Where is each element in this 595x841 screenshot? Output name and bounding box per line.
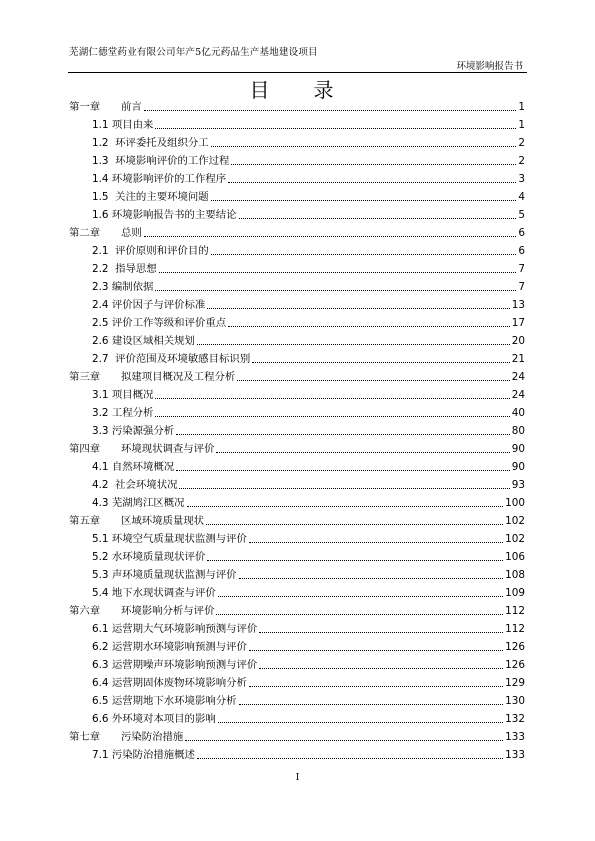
toc-dot-leader <box>155 398 509 399</box>
table-of-contents <box>69 96 525 762</box>
toc-section-entry[interactable] <box>69 420 525 438</box>
toc-entry-label: 4.1 自然环境概况 <box>92 461 175 473</box>
toc-entry-page: 112 <box>505 623 525 635</box>
toc-entry-label: 第七章 污染防治措施 <box>69 731 184 743</box>
toc-dot-leader <box>259 632 503 633</box>
toc-dot-leader <box>179 488 509 489</box>
header-divider <box>68 72 527 73</box>
toc-dot-leader <box>249 686 503 687</box>
toc-dot-leader <box>176 434 510 435</box>
toc-entry-label: 6.2 运营期水环境影响预测与评价 <box>92 641 247 653</box>
toc-section-entry[interactable] <box>69 492 525 510</box>
toc-entry-label: 6.6 外环境对本项目的影响 <box>92 713 216 725</box>
toc-entry-label: 6.3 运营期噪声环境影响预测与评价 <box>92 659 258 671</box>
toc-entry-page: 17 <box>511 317 525 329</box>
toc-entry-label: 2.5 评价工作等级和评价重点 <box>92 317 227 329</box>
toc-entry-page: 133 <box>505 731 525 743</box>
toc-entry-page: 7 <box>518 281 525 293</box>
toc-entry-label: 1.1 项目由来 <box>92 119 154 131</box>
toc-dot-leader <box>239 218 517 219</box>
toc-dot-leader <box>252 362 510 363</box>
toc-section-entry[interactable] <box>69 186 525 204</box>
header-report-type: 环境影响报告书 <box>456 61 523 72</box>
toc-section-entry[interactable] <box>69 708 525 726</box>
toc-entry-page: 126 <box>505 659 525 671</box>
toc-section-entry[interactable] <box>69 294 525 312</box>
toc-dot-leader <box>185 740 503 741</box>
toc-section-entry[interactable] <box>69 258 525 276</box>
toc-entry-page: 5 <box>518 209 525 221</box>
toc-entry-page: 130 <box>505 695 525 707</box>
toc-entry-label: 第四章 环境现状调查与评价 <box>69 443 215 455</box>
toc-section-entry[interactable] <box>69 276 525 294</box>
toc-entry-page: 7 <box>518 263 525 275</box>
toc-entry-page: 24 <box>511 371 525 383</box>
toc-entry-page: 112 <box>505 605 525 617</box>
toc-entry-label: 1.3 环境影响评价的工作过程 <box>92 155 230 167</box>
toc-entry-label: 第二章 总则 <box>69 227 142 239</box>
toc-entry-label: 1.4 环境影响评价的工作程序 <box>92 173 227 185</box>
toc-section-entry[interactable] <box>69 528 525 546</box>
toc-entry-page: 126 <box>505 641 525 653</box>
toc-dot-leader <box>176 470 510 471</box>
toc-chapter-entry[interactable] <box>69 600 525 618</box>
toc-section-entry[interactable] <box>69 240 525 258</box>
toc-entry-page: 6 <box>518 245 525 257</box>
toc-entry-label: 6.1 运营期大气环境影响预测与评价 <box>92 623 258 635</box>
toc-entry-page: 2 <box>518 137 525 149</box>
toc-dot-leader <box>144 110 517 111</box>
toc-entry-page: 106 <box>505 551 525 563</box>
toc-entry-page: 129 <box>505 677 525 689</box>
toc-entry-label: 5.1 环境空气质量现状监测与评价 <box>92 533 247 545</box>
toc-entry-page: 108 <box>505 569 525 581</box>
toc-entry-label: 3.3 污染源强分析 <box>92 425 175 437</box>
toc-entry-label: 3.2 工程分析 <box>92 407 154 419</box>
toc-entry-page: 1 <box>518 119 525 131</box>
toc-dot-leader <box>206 524 503 525</box>
toc-dot-leader <box>207 560 503 561</box>
toc-section-entry[interactable] <box>69 546 525 564</box>
toc-chapter-entry[interactable] <box>69 726 525 744</box>
toc-entry-label: 3.1 项目概况 <box>92 389 154 401</box>
toc-chapter-entry[interactable] <box>69 438 525 456</box>
toc-dot-leader <box>211 254 517 255</box>
toc-section-entry[interactable] <box>69 204 525 222</box>
toc-entry-page: 2 <box>518 155 525 167</box>
toc-entry-label: 7.1 污染防治措施概述 <box>92 749 195 761</box>
toc-section-entry[interactable] <box>69 132 525 150</box>
toc-entry-page: 109 <box>505 587 525 599</box>
toc-section-entry[interactable] <box>69 330 525 348</box>
toc-entry-page: 24 <box>511 389 525 401</box>
toc-entry-label: 第六章 环境影响分析与评价 <box>69 605 215 617</box>
toc-entry-label: 1.5 关注的主要环境问题 <box>92 191 209 203</box>
toc-section-entry[interactable] <box>69 456 525 474</box>
toc-entry-page: 20 <box>511 335 525 347</box>
toc-entry-page: 3 <box>518 173 525 185</box>
toc-entry-page: 102 <box>505 515 525 527</box>
toc-section-entry[interactable] <box>69 474 525 492</box>
toc-entry-page: 1 <box>518 101 525 113</box>
toc-dot-leader <box>249 650 503 651</box>
toc-dot-leader <box>197 758 503 759</box>
toc-dot-leader <box>249 542 503 543</box>
header-project-title: 芜湖仁德堂药业有限公司年产5亿元药品生产基地建设项目 <box>69 47 318 58</box>
toc-entry-label: 第一章 前言 <box>69 101 142 113</box>
toc-entry-label: 5.2 水环境质量现状评价 <box>92 551 206 563</box>
toc-chapter-entry[interactable] <box>69 510 525 528</box>
toc-section-entry[interactable] <box>69 636 525 654</box>
toc-entry-label: 4.3 芜湖鸠江区概况 <box>92 497 185 509</box>
toc-entry-label: 2.7 评价范围及环境敏感目标识别 <box>92 353 251 365</box>
toc-section-entry[interactable] <box>69 582 525 600</box>
toc-dot-leader <box>207 308 509 309</box>
toc-section-entry[interactable] <box>69 384 525 402</box>
toc-entry-page: 90 <box>511 461 525 473</box>
toc-entry-label: 5.3 声环境质量现状监测与评价 <box>92 569 237 581</box>
toc-entry-label: 第三章 拟建项目概况及工程分析 <box>69 371 236 383</box>
toc-dot-leader <box>211 200 517 201</box>
toc-section-entry[interactable] <box>69 348 525 366</box>
toc-entry-label: 6.4 运营期固体废物环境影响分析 <box>92 677 247 689</box>
toc-section-entry[interactable] <box>69 744 525 762</box>
toc-entry-label: 第五章 区域环境质量现状 <box>69 515 205 527</box>
toc-chapter-entry[interactable] <box>69 222 525 240</box>
toc-dot-leader <box>155 290 516 291</box>
toc-dot-leader <box>237 380 510 381</box>
toc-section-entry[interactable] <box>69 402 525 420</box>
toc-section-entry[interactable] <box>69 564 525 582</box>
toc-entry-label: 2.1 评价原则和评价目的 <box>92 245 209 257</box>
toc-entry-page: 4 <box>518 191 525 203</box>
toc-dot-leader <box>155 416 509 417</box>
toc-entry-label: 2.6 建设区域相关规划 <box>92 335 195 347</box>
toc-dot-leader <box>197 344 510 345</box>
toc-entry-page: 90 <box>511 443 525 455</box>
toc-dot-leader <box>218 596 503 597</box>
toc-section-entry[interactable] <box>69 150 525 168</box>
toc-entry-page: 13 <box>511 299 525 311</box>
toc-section-entry[interactable] <box>69 690 525 708</box>
toc-dot-leader <box>228 182 516 183</box>
toc-entry-label: 2.4 评价因子与评价标准 <box>92 299 206 311</box>
toc-dot-leader <box>187 506 504 507</box>
toc-entry-label: 2.3 编制依据 <box>92 281 154 293</box>
toc-section-entry[interactable] <box>69 618 525 636</box>
toc-dot-leader <box>239 578 504 579</box>
toc-entry-label: 5.4 地下水现状调查与评价 <box>92 587 216 599</box>
toc-dot-leader <box>259 668 503 669</box>
toc-entry-page: 40 <box>511 407 525 419</box>
toc-section-entry[interactable] <box>69 672 525 690</box>
toc-dot-leader <box>211 146 517 147</box>
toc-entry-page: 100 <box>505 497 525 509</box>
toc-dot-leader <box>231 164 516 165</box>
toc-dot-leader <box>218 722 503 723</box>
page-number: I <box>295 773 300 783</box>
toc-dot-leader <box>216 452 509 453</box>
toc-entry-label: 2.2 指导思想 <box>92 263 157 275</box>
toc-entry-page: 102 <box>505 533 525 545</box>
toc-chapter-entry[interactable] <box>69 366 525 384</box>
toc-section-entry[interactable] <box>69 654 525 672</box>
toc-dot-leader <box>155 128 516 129</box>
toc-dot-leader <box>239 704 504 705</box>
toc-entry-label: 1.6 环境影响报告书的主要结论 <box>92 209 237 221</box>
toc-entry-label: 6.5 运营期地下水环境影响分析 <box>92 695 237 707</box>
toc-entry-page: 80 <box>511 425 525 437</box>
toc-section-entry[interactable] <box>69 114 525 132</box>
toc-chapter-entry[interactable] <box>69 96 525 114</box>
toc-entry-page: 21 <box>511 353 525 365</box>
toc-dot-leader <box>159 272 517 273</box>
toc-entry-page: 133 <box>505 749 525 761</box>
toc-section-entry[interactable] <box>69 312 525 330</box>
toc-entry-page: 6 <box>518 227 525 239</box>
toc-dot-leader <box>228 326 510 327</box>
toc-dot-leader <box>216 614 503 615</box>
toc-dot-leader <box>144 236 517 237</box>
toc-section-entry[interactable] <box>69 168 525 186</box>
toc-entry-page: 93 <box>511 479 525 491</box>
toc-entry-label: 4.2 社会环境状况 <box>92 479 178 491</box>
toc-entry-label: 1.2 环评委托及组织分工 <box>92 137 209 149</box>
toc-title: 目 录 <box>249 78 346 102</box>
toc-entry-page: 132 <box>505 713 525 725</box>
